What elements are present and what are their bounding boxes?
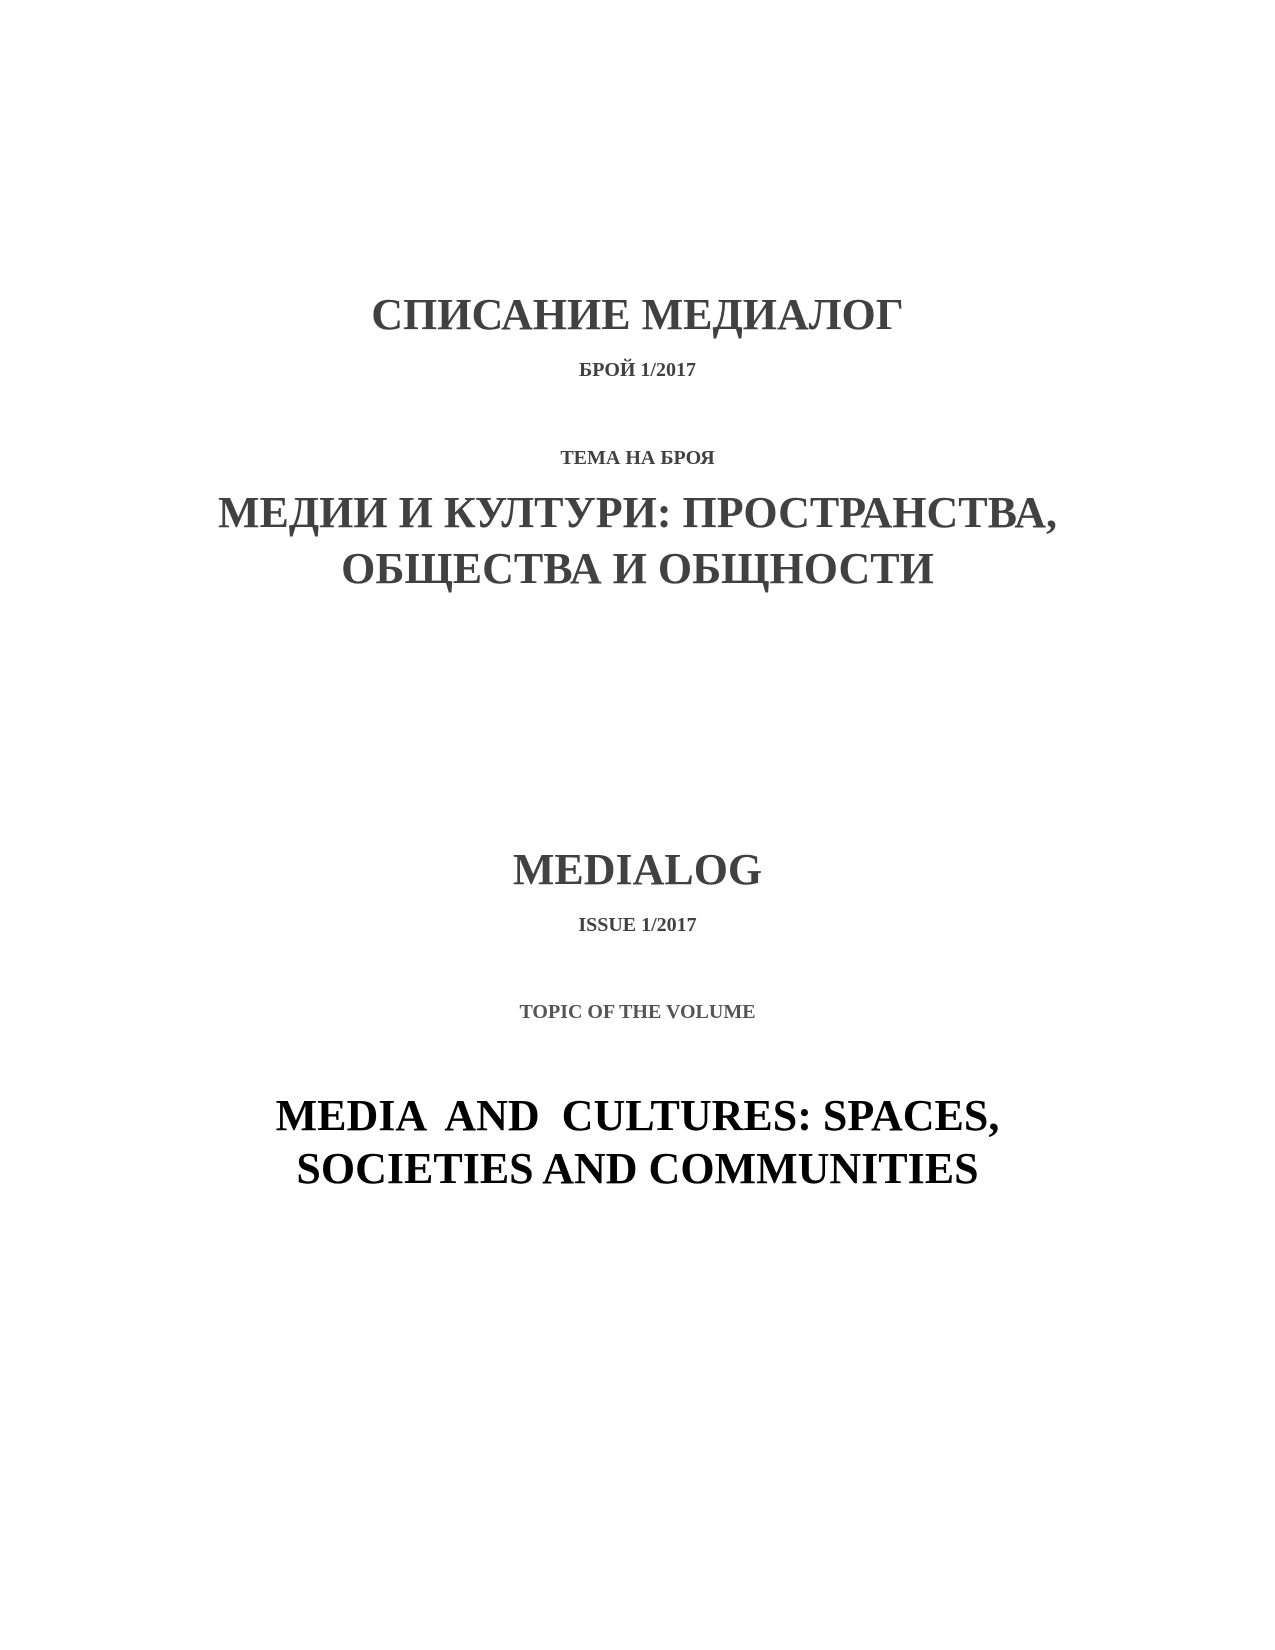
bulgarian-journal-title: СПИСАНИЕ МЕДИАЛОГ — [371, 290, 904, 339]
bulgarian-issue-number: БРОЙ 1/2017 — [579, 359, 696, 381]
english-topic-line-1: MEDIA AND CULTURES: SPACES, — [275, 1091, 1000, 1140]
bulgarian-topic-line-1: МЕДИИ И КУЛТУРИ: ПРОСТРАНСТВА, — [218, 488, 1057, 537]
bulgarian-topic-label: ТЕМА НА БРОЯ — [560, 447, 715, 469]
english-issue-number: ISSUE 1/2017 — [578, 914, 697, 936]
english-topic-label: TOPIC OF THE VOLUME — [519, 1001, 756, 1023]
english-journal-title: MEDIALOG — [512, 845, 763, 894]
english-topic-line-2: SOCIETIES AND COMMUNITIES — [296, 1144, 979, 1193]
bulgarian-topic-line-2: ОБЩЕСТВА И ОБЩНОСТИ — [341, 544, 934, 593]
